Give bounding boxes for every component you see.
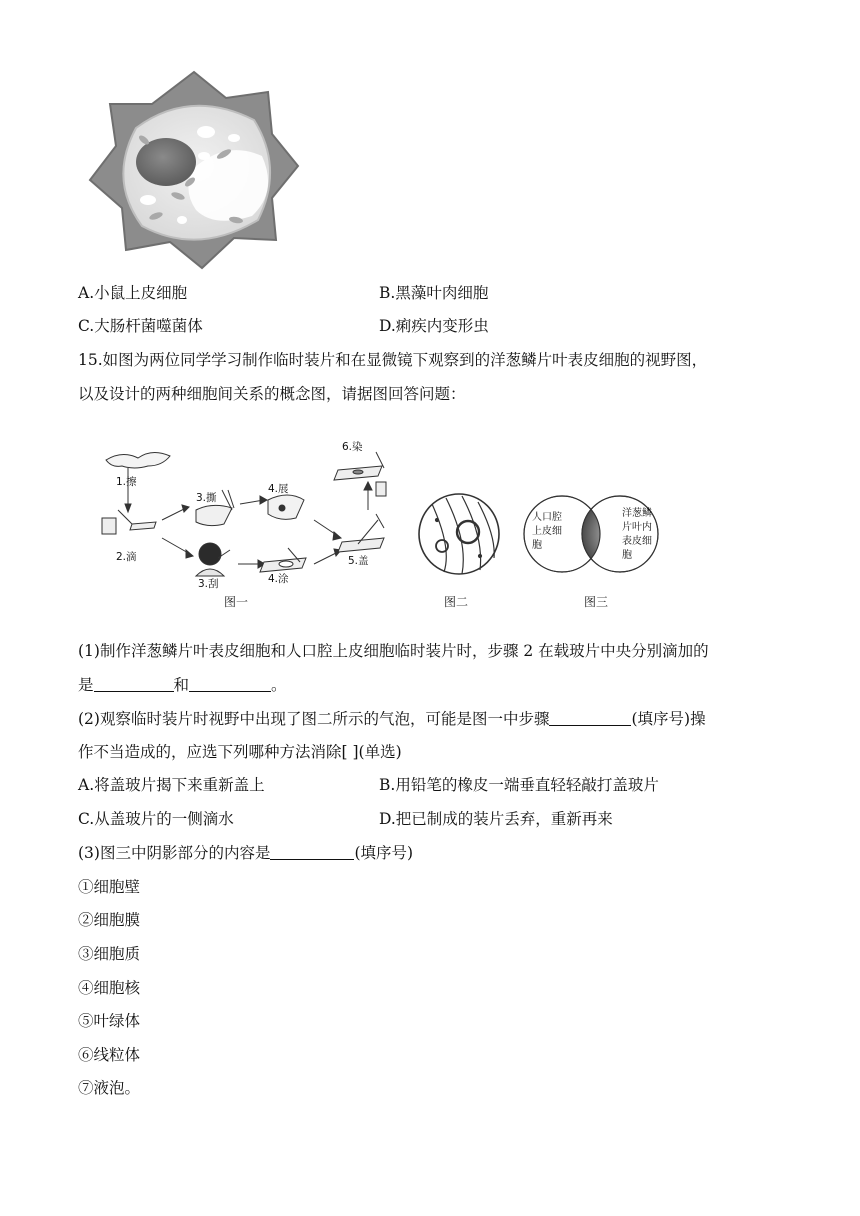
venn-left-line2: 上皮细 (532, 526, 562, 537)
q15-sub1-line2 (78, 674, 287, 696)
figure2-caption: 图二 (444, 595, 469, 609)
q15-sub3-item-1: ①细胞壁 (78, 878, 141, 896)
answer-blank-1[interactable] (94, 675, 174, 692)
q15-sub3-text-b: (填序号) (354, 844, 414, 862)
figure1-caption: 图一 (224, 595, 249, 609)
q14-option-b: B.黑藻叶肉细胞 (379, 284, 489, 302)
step1-label: 1.擦 (116, 476, 137, 488)
step3b-label: 3.刮 (198, 578, 219, 590)
q15-sub3-text-a: (3)图三中阴影部分的内容是 (78, 844, 271, 862)
q15-sub1-text-a: 是 (78, 676, 94, 694)
q15-sub3-item-5: ⑤叶绿体 (78, 1012, 141, 1030)
venn-left-line3: 胞 (532, 540, 542, 551)
q15-sub3-item-3: ③细胞质 (78, 945, 141, 963)
q15-figure-row (92, 438, 692, 618)
venn-left-line1: 人口腔 (532, 512, 562, 523)
q15-sub2-option-b: B.用铅笔的橡皮一端垂直轻轻敲打盖玻片 (379, 776, 659, 794)
q15-sub1-text-b: 和 (173, 676, 190, 694)
answer-blank-2[interactable] (189, 675, 271, 692)
q15-sub3-item-7: ⑦液泡。 (78, 1079, 141, 1097)
q14-option-a: A.小鼠上皮细胞 (78, 284, 188, 302)
step6-label: 6.染 (342, 441, 363, 453)
q15-sub2-option-a: A.将盖玻片揭下来重新盖上 (78, 776, 265, 794)
q15-sub3-item-2: ②细胞膜 (78, 911, 141, 929)
q15-sub1-line1: (1)制作洋葱鳞片叶表皮细胞和人口腔上皮细胞临时装片时，步骤 2 在载玻片中央分别滴加的 (78, 642, 709, 660)
figure3-caption: 图三 (584, 595, 609, 609)
q14-option-d: D.痢疾内变形虫 (379, 317, 489, 335)
plant-cell-image (86, 70, 300, 270)
answer-blank-3[interactable] (549, 709, 631, 726)
step4a-label: 4.展 (268, 483, 289, 495)
q15-sub3-line (78, 842, 413, 864)
step4b-label: 4.涂 (268, 573, 289, 585)
q15-stem-line1: 15.如图为两位同学学习制作临时装片和在显微镜下观察到的洋葱鳞片叶表皮细胞的视野图， (78, 351, 708, 369)
step2-label: 2.滴 (116, 551, 137, 563)
step5-label: 5.盖 (348, 555, 369, 567)
venn-right-line3: 表皮细 (622, 536, 652, 547)
q15-sub3-item-4: ④细胞核 (78, 979, 141, 997)
q15-sub2-option-d: D.把已制成的装片丢弃，重新再来 (379, 810, 613, 828)
q15-sub3-item-6: ⑥线粒体 (78, 1046, 141, 1064)
q15-sub1-text-c: 。 (271, 676, 287, 694)
figure2-microscope-view (419, 494, 499, 574)
q14-option-c: C.大肠杆菌噬菌体 (78, 317, 203, 335)
q15-stem-line2: 以及设计的两种细胞间关系的概念图，请据图回答问题： (78, 385, 466, 403)
venn-right-line4: 胞 (622, 550, 632, 561)
q15-sub2-line2: 作不当造成的，应选下列哪种方法消除[ ](单选) (78, 743, 402, 761)
q15-sub2-option-c: C.从盖玻片的一侧滴水 (78, 810, 234, 828)
venn-right-line2: 片叶内 (622, 522, 652, 533)
figure1-procedure-diagram (102, 452, 386, 576)
step3a-label: 3.撕 (196, 492, 217, 504)
q15-sub2-text-b: (填序号)操 (631, 710, 706, 728)
answer-blank-4[interactable] (270, 843, 354, 860)
q15-sub2-line1 (78, 708, 706, 730)
venn-right-line1: 洋葱鳞 (622, 508, 652, 519)
q15-sub2-text-a: (2)观察临时装片时视野中出现了图二所示的气泡，可能是图一中步骤 (78, 710, 550, 728)
